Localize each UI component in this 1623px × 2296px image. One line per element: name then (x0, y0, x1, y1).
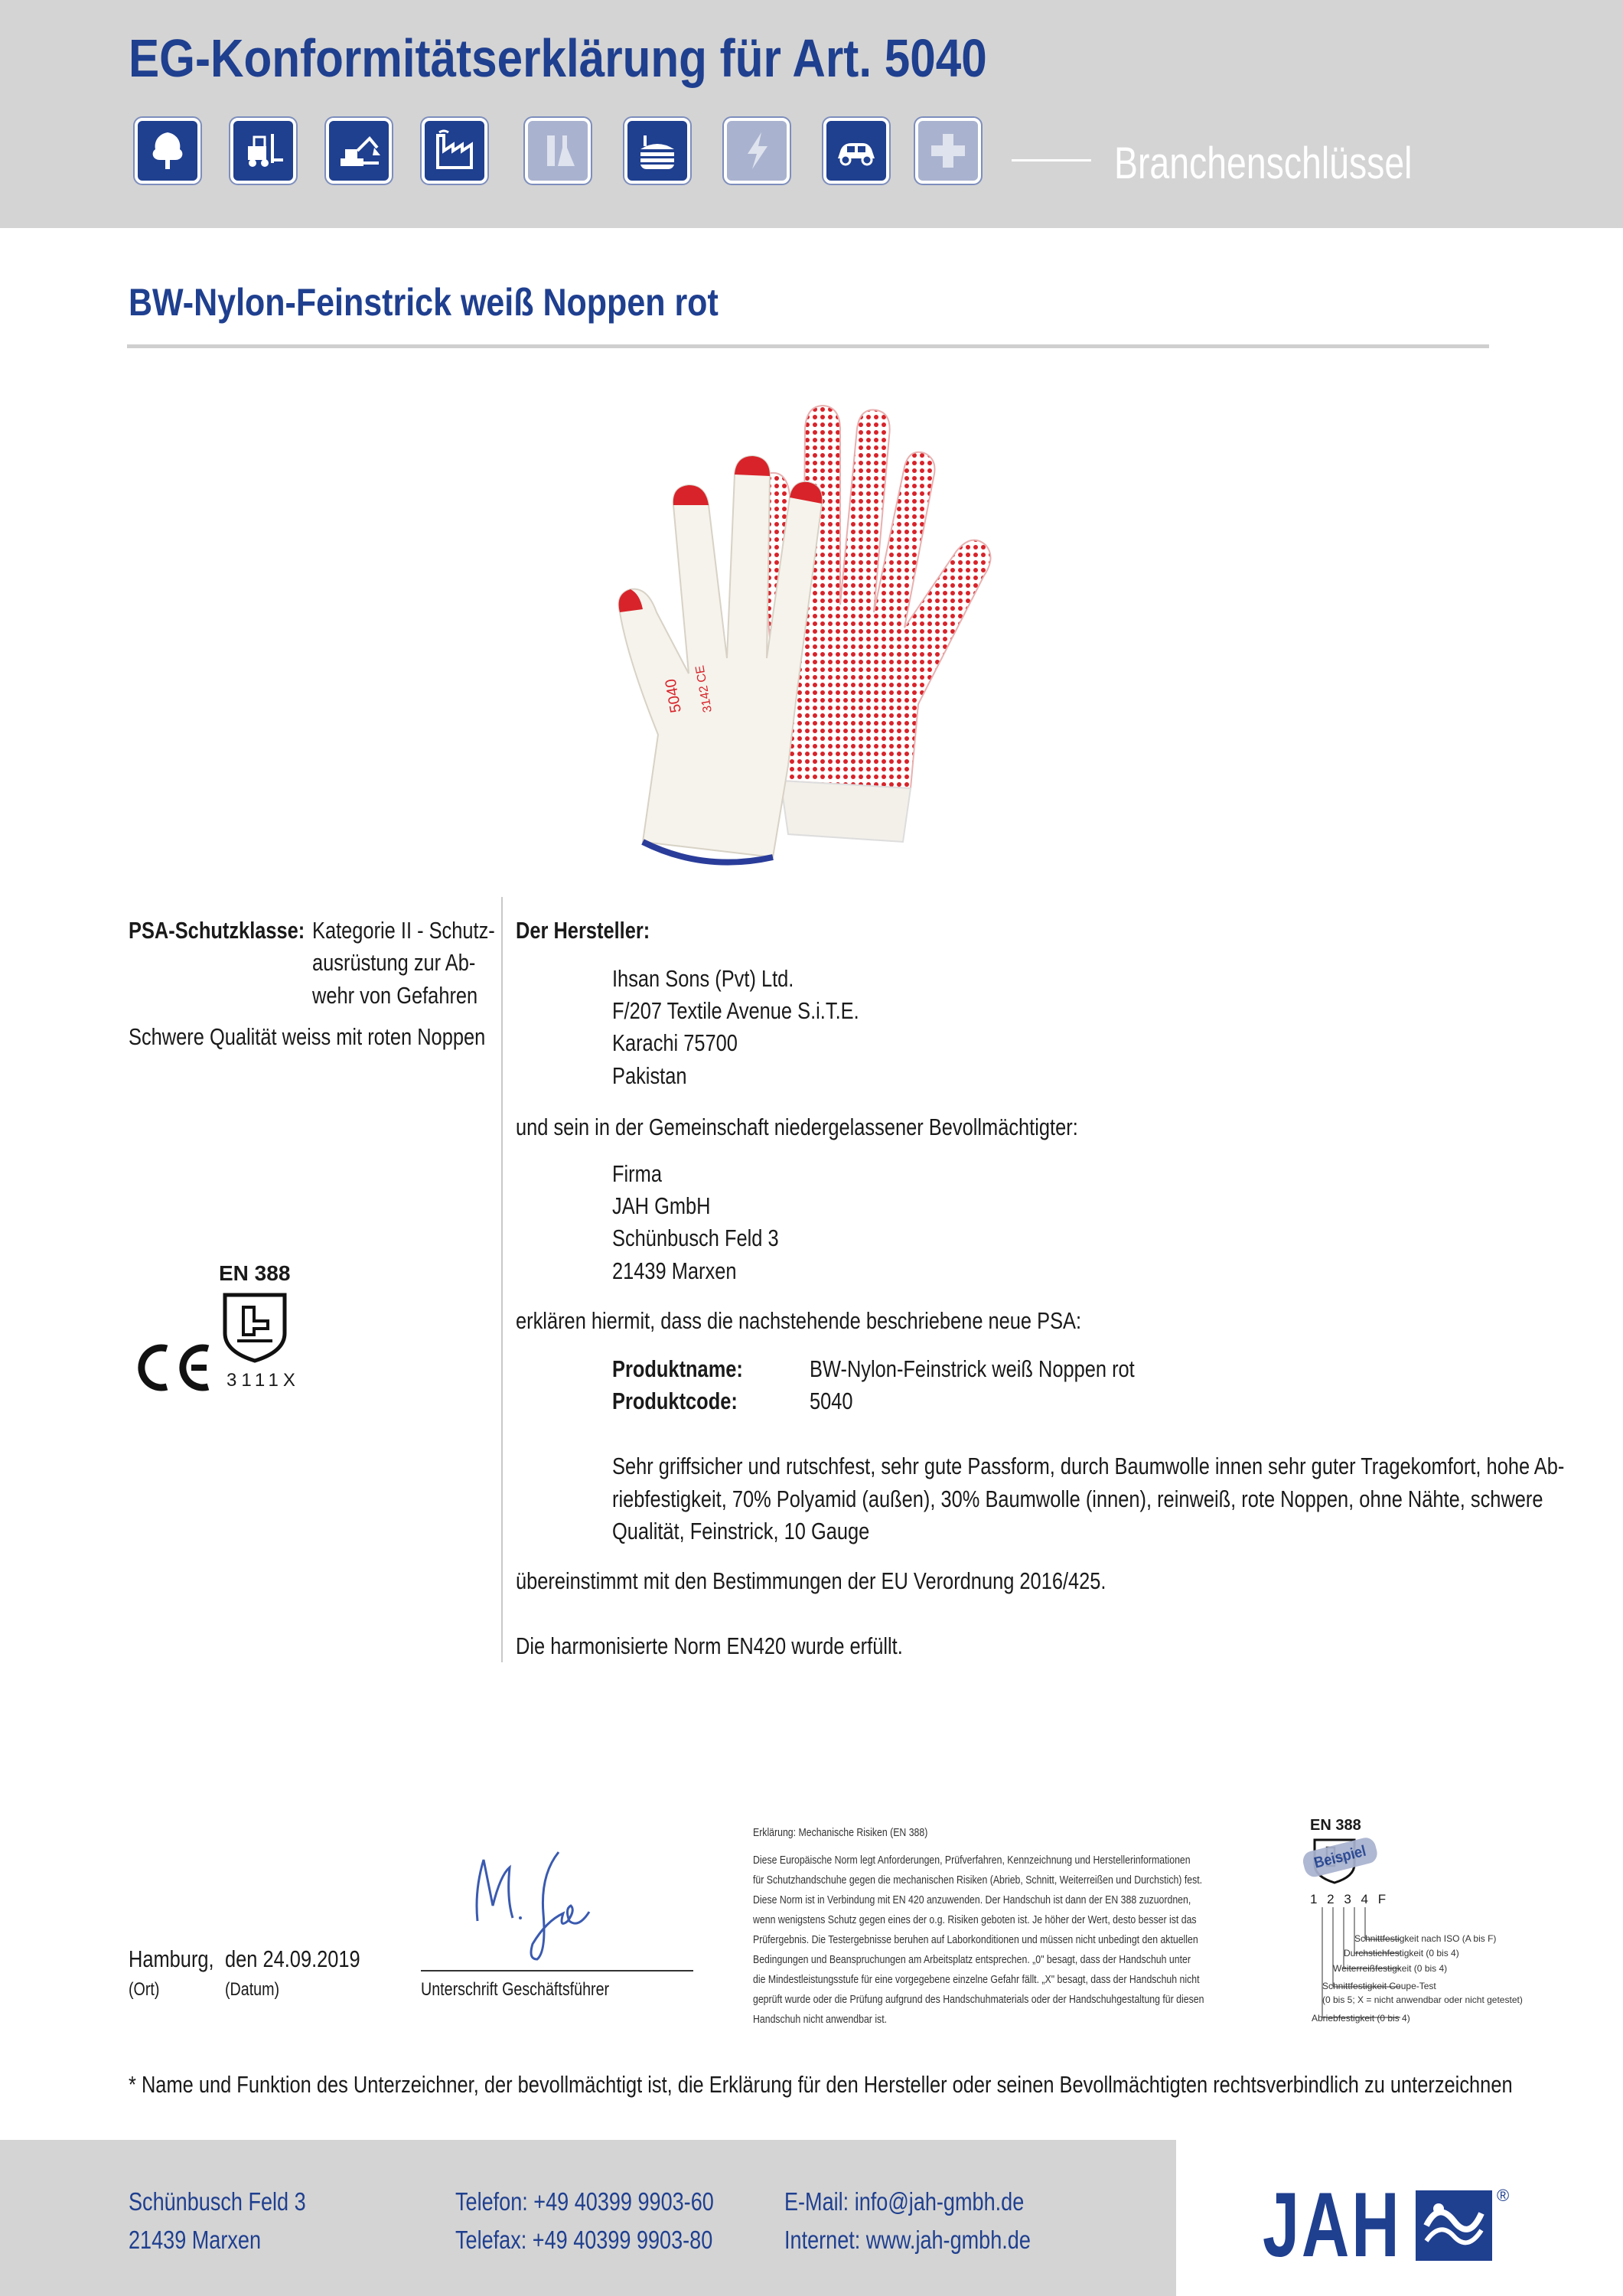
representative-line-4: 21439 Marxen (612, 1257, 737, 1284)
example-code: 1 2 3 4 F (1310, 1892, 1390, 1906)
signer-caption: Unterschrift Geschäftsführer (421, 1979, 610, 2000)
food-icon (624, 118, 690, 184)
date-caption: (Datum) (225, 1979, 280, 2000)
legend-line-5: (0 bis 5; X = nicht anwendbar oder nicht getestet) (1322, 1994, 1523, 2005)
representative-line-2: JAH GmbH (612, 1192, 711, 1219)
description-line-1: Sehr griffsicher und rutschfest, sehr gute Passform, durch Baumwolle innen sehr guter Tragekomfort, hohe Ab- (612, 1453, 1565, 1479)
conformity-statement: übereinstimmt mit den Bestimmungen der EU Verordnung 2016/425. (516, 1567, 1106, 1594)
handwritten-signature (467, 1844, 605, 1967)
footnote: * Name und Funktion des Unterzeichner, der bevollmächtigt ist, die Erklärung für den Hersteller oder seinen Bevollmächtigten rechtsverbindlich zu unterzeichnen (129, 2071, 1513, 2098)
signature-date: den 24.09.2019 (225, 1945, 360, 1972)
ppe-class-label: PSA-Schutzklasse: (129, 917, 305, 944)
branch-key-label: Branchenschlüssel (1114, 139, 1413, 188)
product-name-value: BW-Nylon-Feinstrick weiß Noppen rot (810, 1355, 1135, 1382)
svg-text:5040: 5040 (662, 677, 685, 714)
title-divider (127, 344, 1489, 348)
electrical-icon (724, 118, 790, 184)
quality-description: Schwere Qualität weiss mit roten Noppen (129, 1023, 486, 1050)
harmonized-norm-statement: Die harmonisierte Norm EN420 wurde erfüllt. (516, 1632, 903, 1659)
signature-city: Hamburg, (129, 1945, 214, 1972)
legend-line-4: Schnittfestigkeit Coupe-Test (1322, 1981, 1436, 1991)
product-code-value: 5040 (810, 1388, 853, 1414)
manufacturer-line-1: Ihsan Sons (Pvt) Ltd. (612, 965, 794, 992)
jah-logo-text: JAH (1263, 2174, 1402, 2276)
registered-mark: ® (1497, 2186, 1510, 2205)
svg-text:3142 CE: 3142 CE (693, 664, 715, 714)
explanation-line-3: Diese Norm ist in Verbindung mit EN 420 anzuwenden. Der Handschuh ist dann der EN 388 zuzuordnen, (753, 1893, 1191, 1906)
declare-intro: erklären hiermit, dass die nachstehende beschriebene neue PSA: (516, 1307, 1082, 1334)
tree-icon (135, 118, 200, 184)
representative-line-3: Schünbusch Feld 3 (612, 1225, 779, 1251)
forklift-icon (230, 118, 296, 184)
city-caption: (Ort) (129, 1979, 160, 2000)
example-badge: Beispiel (1301, 1835, 1380, 1879)
legend-line-6: Abriebfestigkeit (0 bis 4) (1312, 2013, 1410, 2024)
manufacturer-line-2: F/207 Textile Avenue S.i.T.E. (612, 997, 859, 1024)
explanation-line-6: Bedingungen und Beanspruchungen am Arbeitsplatz entsprechen. „0" besagt, dass der Handschuh unter (753, 1953, 1191, 1966)
description-line-3: Qualität, Feinstrick, 10 Gauge (612, 1518, 870, 1544)
manufacturer-heading: Der Hersteller: (516, 917, 650, 944)
car-icon (823, 118, 889, 184)
medical-cross-icon (915, 118, 981, 184)
jah-logo-emblem-icon (1416, 2190, 1492, 2261)
explanation-line-2: für Schutzhandschuhe gegen die mechanischen Risiken (Abrieb, Schnitt, Weiterreißen und Durchstich) fest. (753, 1874, 1203, 1887)
explanation-heading: Erklärung: Mechanische Risiken (EN 388) (753, 1826, 928, 1839)
signature-line (421, 1970, 693, 1971)
manufacturer-line-3: Karachi 75700 (612, 1029, 738, 1056)
ppe-class-line-2: ausrüstung zur Ab- (312, 949, 476, 976)
ppe-class-line-1: Kategorie II - Schutz- (312, 917, 495, 944)
footer-phone: Telefon: +49 40399 9903-60 (455, 2187, 714, 2216)
construction-icon (326, 118, 392, 184)
footer-address-line-1: Schünbusch Feld 3 (129, 2187, 306, 2216)
chemistry-icon (525, 118, 591, 184)
footer-website-link[interactable]: Internet: www.jah-gmbh.de (784, 2226, 1031, 2254)
product-glove-image (597, 383, 1041, 888)
explanation-line-1: Diese Europäische Norm legt Anforderungen, Prüfverfahren, Kennzeichnung und Herstellerinformationen (753, 1854, 1191, 1867)
product-code-label: Produktcode: (612, 1388, 738, 1414)
legend-line-1: Schnittfestigkeit nach ISO (A bis F) (1354, 1933, 1497, 1944)
footer-address-line-2: 21439 Marxen (129, 2226, 262, 2254)
explanation-line-4: wenn wenigstens Schutz gegen eines der o.g. Risiken geboten ist. Je höher der Wert, desto besser ist das (753, 1913, 1197, 1926)
ce-mark-icon (133, 1341, 214, 1394)
legend-line-2: Durchstichfestigkeit (0 bis 4) (1344, 1948, 1459, 1958)
footer-email-link[interactable]: E-Mail: info@jah-gmbh.de (784, 2187, 1025, 2216)
product-name-label: Produktname: (612, 1355, 743, 1382)
representative-line-1: Firma (612, 1160, 662, 1187)
manufacturer-line-4: Pakistan (612, 1062, 687, 1089)
branch-divider-line (1012, 159, 1091, 161)
document-title: EG-Konformitätserklärung für Art. 5040 (129, 28, 987, 88)
legend-line-3: Weiterreißfestigkeit (0 bis 4) (1333, 1963, 1448, 1974)
ppe-class-line-3: wehr von Gefahren (312, 982, 478, 1009)
en388-code: 3111X (227, 1370, 300, 1391)
shield-glove-icon (220, 1290, 289, 1364)
representative-intro: und sein in der Gemeinschaft niedergelassener Bevollmächtigter: (516, 1114, 1078, 1140)
footer-fax: Telefax: +49 40399 9903-80 (455, 2226, 713, 2254)
en388-label: EN 388 (219, 1261, 291, 1285)
explanation-line-9: Handschuh nicht anwendbar ist. (753, 2013, 888, 2026)
factory-icon (422, 118, 487, 184)
column-divider (501, 897, 503, 1662)
footer-band (0, 2140, 1176, 2296)
explanation-line-7: die Mindestleistungsstufe für eine vorgegebene einzelne Gefahr fällt. „X" besagt, dass der Handschuh nicht (753, 1973, 1200, 1986)
explanation-line-5: Prüfergebnis. Die Testergebnisse beruhen auf Laborkonditionen und müssen nicht unbedingt den aktuellen (753, 1933, 1198, 1946)
example-en388-label: EN 388 (1310, 1817, 1361, 1834)
description-line-2: riebfestigkeit, 70% Polyamid (außen), 30% Baumwolle (innen), reinweiß, rote Noppen, ohne Nähte, schwere (612, 1486, 1543, 1512)
explanation-line-8: geprüft wurde oder die Prüfung aufgrund des Handschuhmaterials oder der Handschuhgestaltung für diesen (753, 1993, 1204, 2006)
product-title: BW-Nylon-Feinstrick weiß Noppen rot (129, 281, 719, 324)
